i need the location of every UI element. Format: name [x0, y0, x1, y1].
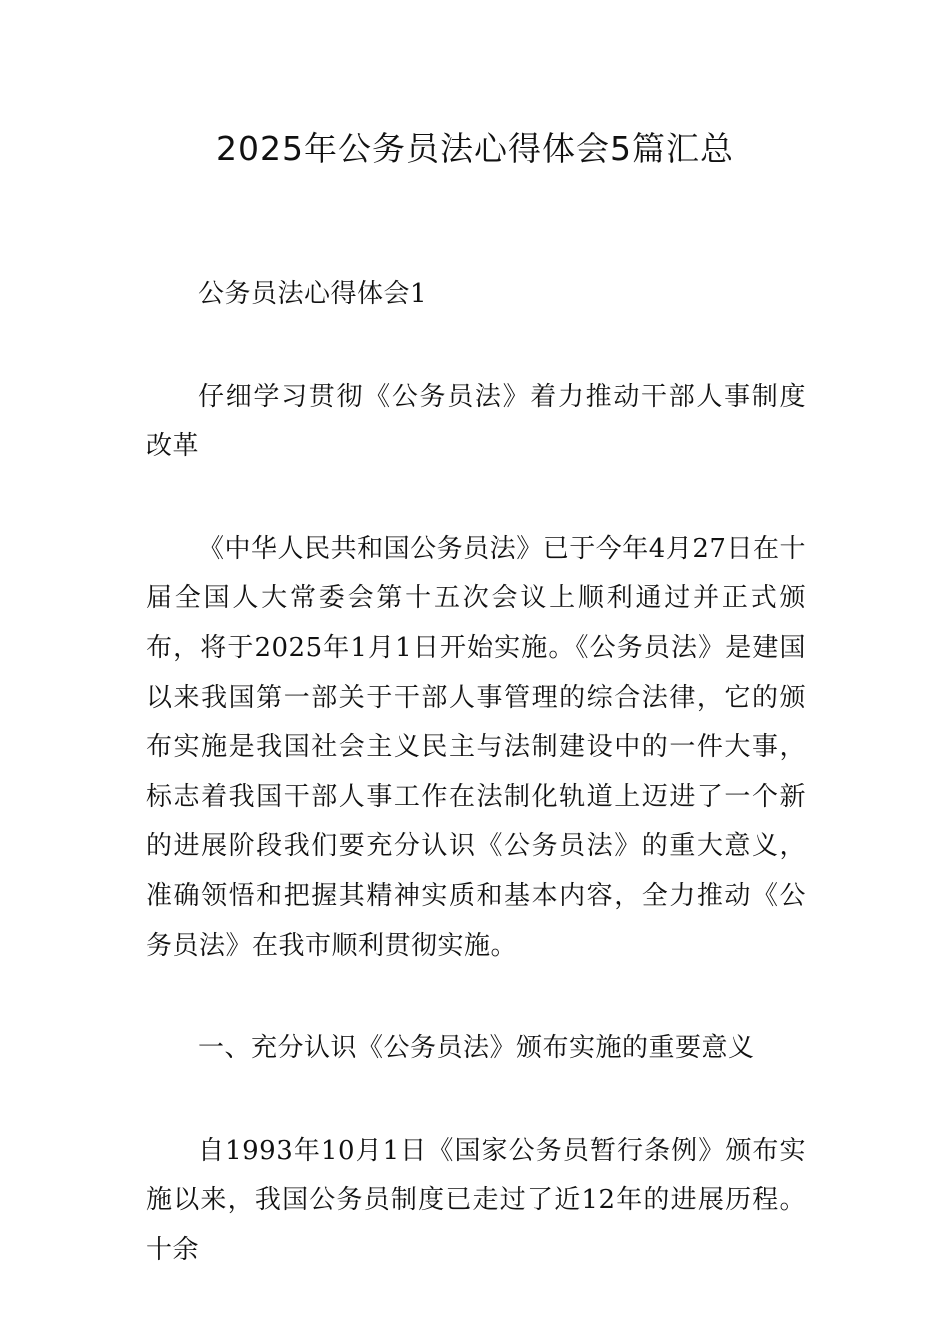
section-heading: 一、充分认识《公务员法》颁布实施的重要意义 [198, 1033, 755, 1064]
section-heading-1: 公务员法心得体会1 [198, 279, 428, 309]
body-paragraph: 自1993年10月1日《国家公务员暂行条例》颁布实施以来，我国公务员制度已走过了近12年的进展历程。十余 [146, 1135, 806, 1265]
document-body [146, 270, 806, 1329]
body-paragraph: 《中华人民共和国公务员法》已于今年4月27日在十届全国人大常委会第十五次会议上顺利通过并正式颁布，将于2025年1月1日开始实施。《公务员法》是建国以来我国第一部关于干部人事管理的综合法律，它的颁布实施是我国社会主义民主与法制建设中的一件大事，标志着我国干部人事工作在法制化轨道上迈进了一个新的进展阶段我们要充分认识《公务员法》的重大意义，准确领悟和把握其精神实质和基本内容，全力推动《公务员法》在我市顺利贯彻实施。 [146, 533, 806, 961]
document-title: 2025年公务员法心得体会5篇汇总 [216, 129, 734, 168]
article-subtitle: 仔细学习贯彻《公务员法》着力推动干部人事制度改革 [146, 381, 806, 462]
